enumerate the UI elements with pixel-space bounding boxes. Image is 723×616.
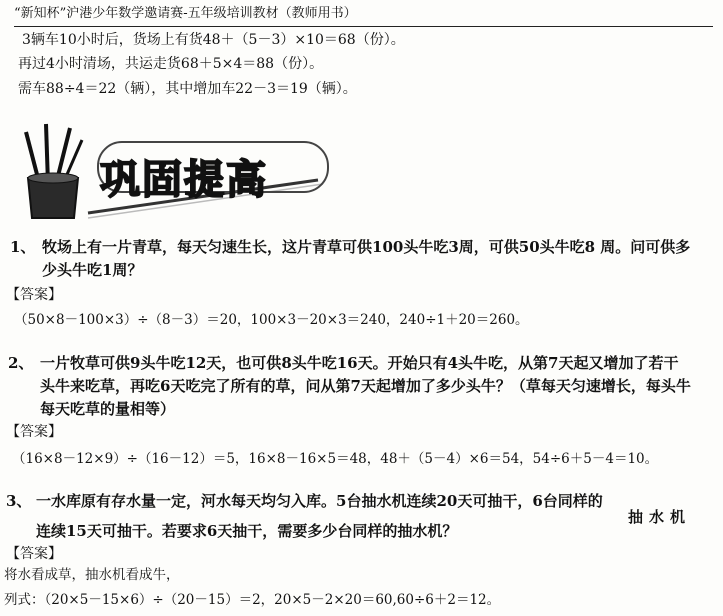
question-1-number: 1、 <box>10 238 36 256</box>
question-3-answer-line-1: 将水看成草，抽水机看成牛， <box>4 567 180 583</box>
question-3-right-note: 抽水机 <box>628 508 692 526</box>
section-title: 巩固提高 <box>100 157 268 203</box>
question-3-line-1: 一水库原有存水量一定，河水每天均匀入库。5台抽水机连续20天可抽干，6台同样的 <box>36 492 603 510</box>
question-1-line-1: 牧场上有一片青草，每天匀速生长，这片青草可供100头牛吃3周，可供50头牛吃8 周。问可供多 <box>42 238 691 256</box>
intro-line-1: 3辆车10小时后，货场上有货48＋（5－3）×10＝68（份）。 <box>22 32 405 48</box>
question-3-line-2: 连续15天可抽干。若要求6天抽干，需要多少台同样的抽水机？ <box>36 522 458 540</box>
section-logo <box>18 118 338 228</box>
question-2-answer: （16×8－12×9）÷（16－12）＝5，16×8－16×5＝48，48＋（5－4）×6＝54，54÷6＋5－4＝10。 <box>12 451 659 467</box>
intro-line-2: 再过4小时清场，共运走货68＋5×4＝88（份）。 <box>18 56 324 72</box>
question-1-line-2: 少头牛吃1周？ <box>42 261 143 279</box>
question-3-answer-line-2: 列式：（20×5－15×6）÷（20－15）＝2，20×5－2×20＝60,60÷6＋2＝12。 <box>4 592 501 608</box>
header-text: “新知杯”沪港少年数学邀请赛-五年级培训教材（教师用书） <box>14 6 357 21</box>
question-1-answer: （50×8－100×3）÷（8－3）＝20，100×3－20×3＝240，240÷1＋20＝260。 <box>14 312 529 328</box>
question-1-answer-label: 【答案】 <box>6 287 62 303</box>
question-2-number: 2、 <box>8 354 34 372</box>
question-3-number: 3、 <box>6 492 32 510</box>
question-3-answer-label: 【答案】 <box>6 546 62 562</box>
question-2-line-3: 每天吃草的量相等） <box>40 400 176 418</box>
page-header <box>14 2 713 27</box>
question-2-answer-label: 【答案】 <box>6 424 62 440</box>
question-2-line-1: 一片牧草可供9头牛吃12天，也可供8头牛吃16天。开始只有4头牛吃，从第7天起又增加了若干 <box>40 354 679 372</box>
question-2-line-2: 头牛来吃草，再吃6天吃完了所有的草，问从第7天起增加了多少头牛？（草每天匀速增长，每头牛 <box>40 377 691 395</box>
intro-line-3: 需车88÷4＝22（辆），其中增加车22－3＝19（辆）。 <box>18 81 357 97</box>
